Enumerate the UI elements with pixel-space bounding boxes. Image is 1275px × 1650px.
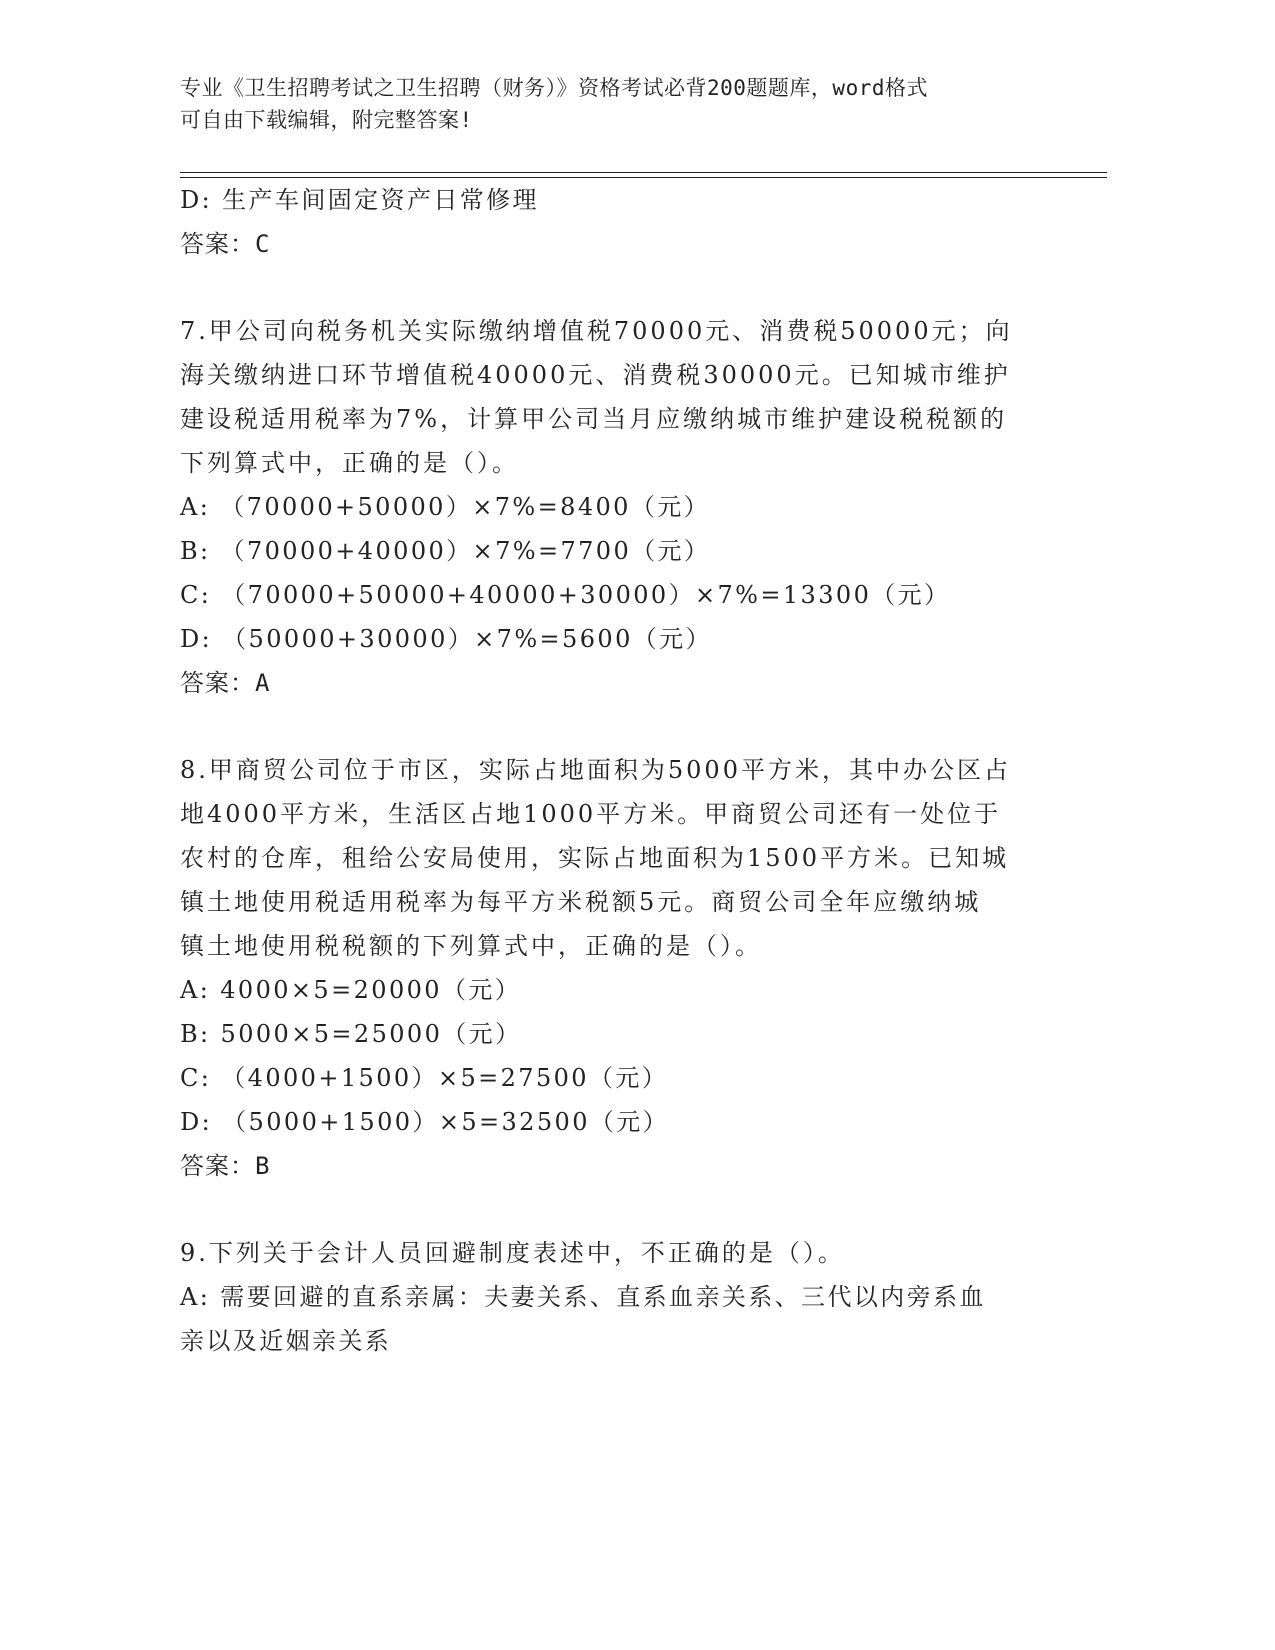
stem-line: 8.甲商贸公司位于市区，实际占地面积为5000平方米，其中办公区占	[180, 756, 1011, 784]
question-stem	[180, 1231, 1040, 1275]
answer-line: 答案：A	[180, 669, 271, 697]
stem-line: 镇土地使用税税额的下列算式中，正确的是（）。	[180, 932, 762, 960]
spacer	[180, 266, 1040, 309]
option-c: C: （70000+50000+40000+30000）×7%=13300（元）	[180, 581, 951, 609]
answer-line: 答案：B	[180, 1152, 271, 1180]
option-d: D: （50000+30000）×7%=5600（元）	[180, 625, 712, 653]
stem-line: 地4000平方米，生活区占地1000平方米。甲商贸公司还有一处位于	[180, 800, 1002, 828]
option-d: D: 生产车间固定资产日常修理	[180, 186, 539, 214]
stem-line: 7.甲公司向税务机关实际缴纳增值税70000元、消费税50000元；向	[180, 317, 1013, 345]
question-7	[180, 309, 1040, 705]
document-body	[180, 178, 1040, 1363]
option-d: D: （5000+1500）×5=32500（元）	[180, 1108, 670, 1136]
answer-line: 答案：C	[180, 230, 271, 258]
header-divider	[180, 172, 1107, 173]
option-b: B: 5000×5=25000（元）	[180, 1020, 522, 1048]
spacer	[180, 705, 1040, 748]
option-b: B: （70000+40000）×7%=7700（元）	[180, 537, 711, 565]
previous-question-tail	[180, 178, 1040, 266]
stem-line: 下列算式中，正确的是（）。	[180, 449, 519, 477]
option-a: A: 需要回避的直系亲属：夫妻关系、直系血亲关系、三代以内旁系血	[180, 1283, 986, 1311]
question-9	[180, 1231, 1040, 1363]
option-a: A: 4000×5=20000（元）	[180, 976, 522, 1004]
question-stem	[180, 748, 1040, 968]
stem-line: 镇土地使用税适用税率为每平方米税额5元。商贸公司全年应缴纳城	[180, 888, 982, 916]
header-title-line-2: 可自由下载编辑，附完整答案!	[180, 108, 473, 132]
option-a-continued: 亲以及近姻亲关系	[180, 1327, 392, 1355]
header-title-line-1: 专业《卫生招聘考试之卫生招聘（财务）》资格考试必背200题题库，word格式	[180, 76, 928, 100]
stem-line: 海关缴纳进口环节增值税40000元、消费税30000元。已知城市维护	[180, 361, 1011, 389]
option-a: A: （70000+50000）×7%=8400（元）	[180, 493, 711, 521]
question-stem	[180, 309, 1040, 485]
stem-line: 9.下列关于会计人员回避制度表述中，不正确的是（）。	[180, 1239, 845, 1267]
question-8	[180, 748, 1040, 1188]
option-c: C: （4000+1500）×5=27500（元）	[180, 1064, 669, 1092]
stem-line: 建设税适用税率为7%，计算甲公司当月应缴纳城市维护建设税税额的	[180, 405, 1008, 433]
stem-line: 农村的仓库，租给公安局使用，实际占地面积为1500平方米。已知城	[180, 844, 1010, 872]
document-header	[180, 72, 1080, 136]
spacer	[180, 1188, 1040, 1231]
